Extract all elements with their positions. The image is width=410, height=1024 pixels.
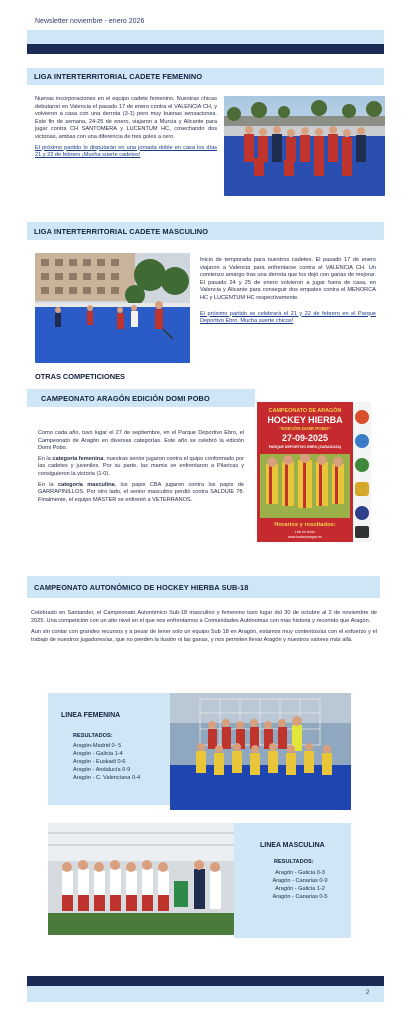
cadete-masculino-text — [200, 257, 376, 326]
result-line: Aragón - Canarias 0-9 — [272, 878, 328, 884]
cadete-masculino-body: Inicio de temporada para nuestros cadetes. El pasado 17 de enero viajaron a Valencia para enfrentarse contra el VALENCIA CH. Un comienzo amargo tras una derrota que los dejó con ganas de mejorar. El pasado 24 y 25 de enero volvieron a jugar fuera de casa, en Valencia y Alicante para conseguir dos empates contra el MENORCA HC y LUCENTUM HC respectivamente. — [200, 257, 376, 301]
result-line: Aragón - Galicia 1-2 — [275, 886, 325, 892]
poster-footer-url: www.hockeyaragon.es — [288, 535, 322, 539]
cadete-masculino-heading — [27, 222, 384, 240]
cadete-femenino-photo — [224, 96, 385, 196]
linea-femenina-photo — [170, 693, 351, 810]
linea-masculina-results-label: RESULTADOS: — [274, 859, 314, 865]
linea-masculina-title: LINEA MASCULINA — [260, 842, 325, 849]
poster-logo-4 — [355, 482, 369, 496]
domi-pobo-title: CAMPEONATO ARAGÓN EDICIÓN DOMI POBO — [41, 393, 210, 403]
cadete-femenino-text — [35, 96, 217, 160]
footer-navy-bar — [27, 976, 384, 986]
poster-line2: HOCKEY HIERBA — [267, 415, 343, 425]
poster-footer: Horarios y resultados: — [274, 522, 336, 528]
sub18-p1: Celebrado en Santander, el Campeonato Autonómico Sub-18 masculino y femenino tuvo lugar del 30 de octubre al 2 de noviembre de 2025. Una competición con un alto nivel en el que nos enfrentamos a Comunidades Autónomas con más historia y recorrido que Aragón. — [31, 610, 377, 624]
poster-team-photo — [260, 454, 350, 518]
result-line: Aragón - Euskadi 0-6 — [73, 759, 126, 765]
poster-date: 27-09-2025 — [281, 433, 329, 443]
poster-line3: "EDICIÓN DOMI POBO" — [279, 426, 331, 431]
sub18-heading — [27, 576, 380, 598]
domi-pobo-text — [38, 430, 244, 504]
linea-masculina-results — [252, 869, 348, 901]
cadete-femenino-title: LIGA INTERTERRITORIAL CADETE FEMENINO — [34, 72, 203, 81]
poster-logo-2 — [355, 434, 369, 448]
poster-footer-small: Link en la bio — [295, 530, 315, 534]
sub18-title: CAMPEONATO AUTONÓMICO DE HOCKEY HIERBA SUB-18 — [34, 582, 249, 592]
result-line: Aragón - Galicia 1-4 — [73, 751, 123, 757]
cadete-masculino-title: LIGA INTERTERRITORIAL CADETE MASCULINO — [34, 226, 209, 236]
poster-venue: PARQUE DEPORTIVO EBRO (ZARAGOZA) — [268, 445, 342, 449]
domi-pobo-p2: En la categoría femenina, nuestras senior jugaron contra el quipo conformado por las cadetes y juveniles. Por su parte, las mamis se enfrentaron a Pilaricas y consiguieron la victoria (1-0). — [38, 455, 244, 477]
result-line: Aragón - Galicia 0-3 — [275, 870, 325, 876]
cadete-femenino-next-link[interactable]: El próximo partido lo disputarán en una jornada doble en casa los días 21 y 22 de febrero ¡Mucha suerte cadetes! — [35, 144, 217, 159]
result-line: Aragón - Andalucía 0-9 — [73, 767, 131, 773]
linea-femenina-results-label: RESULTADOS: — [73, 733, 113, 739]
newsletter-label: Newsletter noviembre - enero 2026 — [35, 18, 145, 25]
cadete-masculino-photo — [35, 253, 190, 363]
sub18-text — [31, 610, 377, 644]
domi-pobo-p1: Como cada año, tuvo lugar el 27 de septiembre, en el Parque Deportivo Ebro, el Campeonato de Aragón en diversas categorías. Este año se celebró la edición Domi Pobo. — [38, 430, 244, 452]
result-line: Aragón-Madrid 0- 5 — [73, 743, 122, 749]
page-number: 2 — [366, 990, 370, 996]
domi-pobo-heading — [27, 389, 255, 407]
header-navy-bar — [27, 44, 384, 54]
poster-logo-3 — [355, 458, 369, 472]
otras-competiciones-title: OTRAS COMPETICIONES — [35, 372, 125, 381]
header-light-bar — [27, 30, 384, 44]
linea-masculina-photo — [48, 823, 234, 935]
poster-logo-1 — [355, 410, 369, 424]
cadete-femenino-body: Nuevas incorporaciones en el equipo cadete femenino. Nuestras chicas debutaron en Valencia el pasado 17 de enero contra el VALENCIA CH, y volvieron a casa con una derrota (3-1) pero muy buenas sensaciones. Este fin de semana, 24-25 de enero, viajaron a Murcia y Alicante para jugar contra CH SANTOMERA y LUCENTUM HC, cosechando dos victorias, ambas con una diferencia de tres goles a cero. — [35, 96, 217, 140]
poster-logo-6 — [355, 526, 369, 538]
domi-pobo-poster — [257, 402, 371, 542]
result-line: Aragón - C. Valenciana 0-4 — [73, 775, 141, 781]
footer-light-bar — [27, 986, 384, 1002]
linea-femenina-results — [73, 742, 173, 782]
cadete-femenino-heading — [27, 68, 384, 85]
poster-logo-5 — [355, 506, 369, 520]
linea-femenina-title: LINEA FEMENINA — [61, 712, 121, 719]
cadete-masculino-next-link[interactable]: El próximo partido se celebrará el 21 y 22 de febrero en el Parque Deportivo Ebro. Mucha suerte chicos! — [200, 310, 376, 325]
result-line: Aragón - Canarias 0-5 — [272, 894, 328, 900]
domi-pobo-p3: En la categoría masculina, los papis CBA jugaron contra los papis de GARRAPINILLOS. Por otro lado, el senior masculino perdió contra SALDUIE 78. Finalmente, el equipo MASTER se enfrentó a VETERRANOS. — [38, 481, 244, 503]
poster-line1: CAMPEONATO DE ARAGÓN — [268, 408, 342, 414]
sub18-p2: Aun sin contar con grandes recursos y a pesar de tener solo un equipo Sub 18 en Aragón, estamos muy contentos/as con el esfuerzo y el trabajo de nuestros jugadores/as, que no pierden la ilusión ni las ganas, y nos permiten llevar Aragón y nuestros valores más allá. — [31, 629, 377, 643]
